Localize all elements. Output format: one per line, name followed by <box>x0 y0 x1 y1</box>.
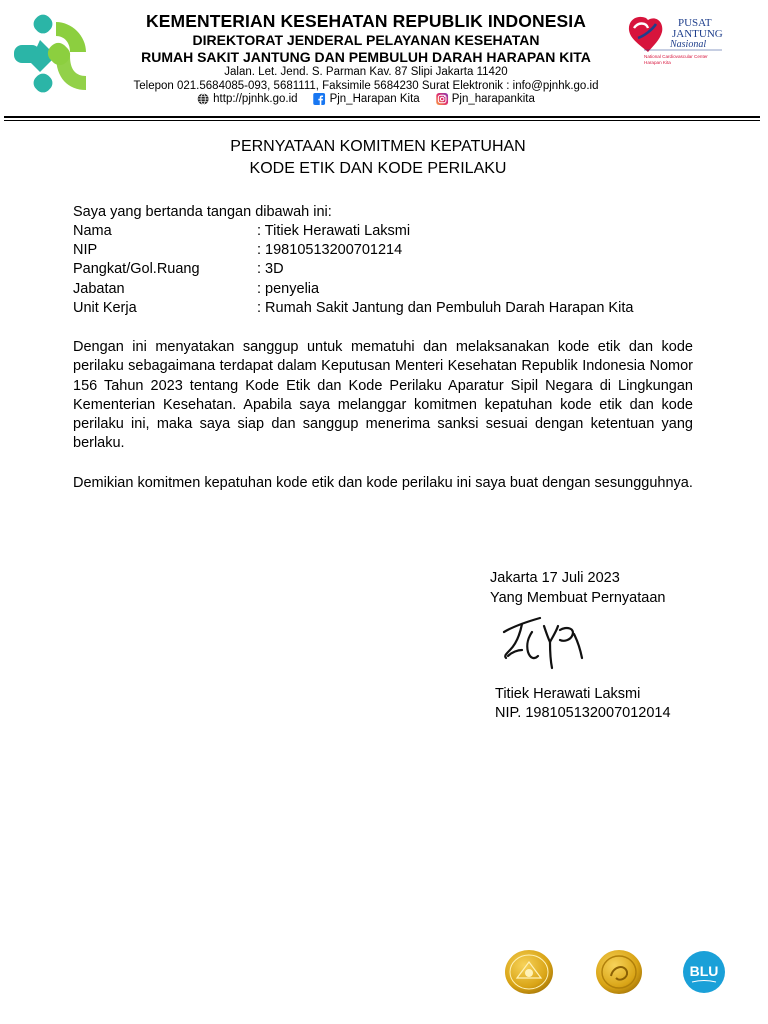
facebook-link[interactable]: Pjn_Harapan Kita <box>329 93 420 105</box>
field-row-jabatan <box>73 280 713 299</box>
blu-logo-text: BLU <box>689 963 719 979</box>
handwritten-signature <box>500 612 592 670</box>
field-row-unit-kerja <box>73 299 713 318</box>
closing-paragraph: Demikian komitmen kepatuhan kode etik dan kode perilaku ini saya buat dengan sesungguhnya. <box>73 475 693 491</box>
logo-text-jantung: JANTUNG <box>672 28 723 40</box>
signature-role: Yang Membuat Pernyataan <box>490 590 666 606</box>
intro-text: Saya yang bertanda tangan dibawah ini: <box>73 204 332 220</box>
field-label: Nama <box>73 223 112 239</box>
logo-text-harapan-kita: Harapan Kita <box>644 60 671 65</box>
hospital-name: RUMAH SAKIT JANTUNG DAN PEMBULUH DARAH HARAPAN KITA <box>141 49 591 65</box>
field-value: : Rumah Sakit Jantung dan Pembuluh Darah Harapan Kita <box>257 300 634 316</box>
accreditation-seal-icon <box>503 948 555 996</box>
website-link[interactable]: http://pjnhk.go.id <box>213 93 298 105</box>
pusat-jantung-nasional-logo <box>626 12 738 72</box>
signatory-name: Titiek Herawati Laksmi <box>495 686 641 702</box>
field-row-nip <box>73 241 713 260</box>
field-label: Jabatan <box>73 281 125 297</box>
facebook-icon <box>314 93 326 105</box>
field-row-pangkat <box>73 260 713 279</box>
instagram-icon <box>436 93 448 105</box>
field-value: : penyelia <box>257 281 320 297</box>
hospital-address: Jalan. Let. Jend. S. Parman Kav. 87 Slipi Jakarta 11420 <box>224 66 508 78</box>
field-label: Pangkat/Gol.Ruang <box>73 261 200 277</box>
logo-text-nasional: Nasional <box>670 39 707 50</box>
signatory-nip: NIP. 198105132007012014 <box>495 705 671 721</box>
signature-place-date: Jakarta 17 Juli 2023 <box>490 570 620 586</box>
social-links <box>197 93 535 105</box>
logo-text-ncc: National Cardiovascular Center <box>644 54 708 59</box>
kemenkes-logo <box>4 12 90 96</box>
blu-logo <box>680 950 728 994</box>
logo-text-pusat: PUSAT <box>678 17 712 29</box>
document-title-line2: KODE ETIK DAN KODE PERILAKU <box>249 160 507 177</box>
field-row-nama <box>73 222 713 241</box>
letterhead-rule-thin <box>4 120 760 121</box>
letterhead-rule-thick <box>4 116 760 118</box>
kars-accreditation-seal-icon <box>594 948 644 996</box>
field-value: : 19810513200701214 <box>257 242 403 258</box>
field-label: Unit Kerja <box>73 300 137 316</box>
hospital-contact: Telepon 021.5684085-093, 5681111, Faksimile 5684230 Surat Elektronik : info@pjnhk.go.id <box>133 80 599 92</box>
document-title-line1: PERNYATAAN KOMITMEN KEPATUHAN <box>230 138 526 155</box>
instagram-link[interactable]: Pjn_harapankita <box>451 93 535 105</box>
commitment-paragraph: Dengan ini menyatakan sanggup untuk mematuhi dan melaksanakan kode etik dan kode perilaku sebagaimana terdapat dalam Keputusan Menteri Kesehatan Republik Indonesia Nomor 156 Tahun 2023 tentang Kode Etik dan Kode Perilaku Aparatur Sipil Negara di Lingkungan Kementerian Kesehatan. Apabila saya melanggar komitmen kepatuhan kode etik dan kode perilaku ini, maka saya siap dan sanggup menerima sanksi sesuai dengan ketentuan yang berlaku. <box>73 339 693 452</box>
directorate-name: DIREKTORAT JENDERAL PELAYANAN KESEHATAN <box>192 32 540 48</box>
field-label: NIP <box>73 242 98 258</box>
field-value: : 3D <box>257 261 284 277</box>
globe-icon <box>197 93 209 105</box>
ministry-name: KEMENTERIAN KESEHATAN REPUBLIK INDONESIA <box>146 11 586 31</box>
field-value: : Titiek Herawati Laksmi <box>257 223 411 239</box>
